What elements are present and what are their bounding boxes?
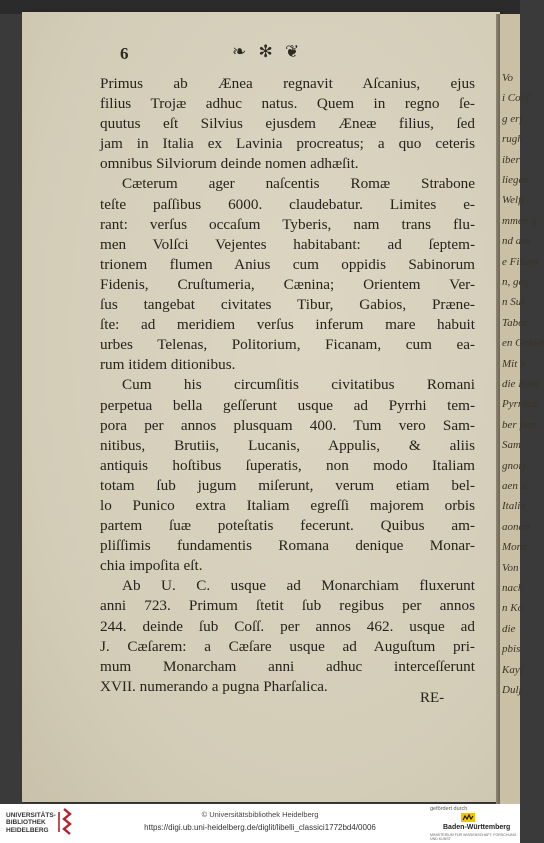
facing-page-fragment: liegen [502, 174, 529, 186]
institution-name-line: BIBLIOTHEK [6, 819, 46, 827]
facing-page-fragment: die [502, 622, 516, 635]
text-line: mum Monarcham anni adhuc interceſſerunt [100, 657, 475, 675]
text-line: rum itidem ditionibus. [100, 356, 236, 374]
facing-page-fragment: rugh [502, 133, 523, 146]
text-line: Primus ab Æneа regnavit Aſcanius, ejus [100, 75, 475, 92]
catchword: RE- [420, 690, 445, 706]
bw-lion-icon [461, 813, 475, 822]
facing-page-fragment: e Fibeni [502, 255, 539, 268]
facing-page-fragment: i Cobf [502, 92, 530, 105]
facing-page-fragment: Von [502, 561, 519, 574]
facing-page-fragment: aonan [502, 520, 530, 533]
text-line: Fidenis, Cruſtumeria, Cænina; Orientem Ver- [100, 275, 475, 293]
facing-page-fragment: Dulj [502, 684, 522, 696]
facing-page-fragment: Welfi [502, 194, 525, 207]
facing-page-fragment: Sam [502, 439, 521, 452]
facing-page [500, 14, 544, 804]
text-line: XVII. numerando a pugna Pharſalica. [100, 677, 328, 695]
text-line: trionem flumen Anius cum oppidis Sabinorum [100, 255, 475, 273]
text-line: J. Cæſarem: a Cæſare usque ad Auguſtum pri- [100, 637, 475, 655]
facing-page-fragment: Vo [502, 72, 513, 84]
text-line: pora per annos plusquam 400. Tum vero Sam- [100, 416, 475, 434]
text-line: rant: verſus occaſum Tyberis, nam trans flu- [100, 215, 475, 233]
facing-page-fragment: Mit b [502, 357, 526, 370]
source-url[interactable]: https://digi.ub.uni-heidelberg.de/diglit/libelli_classici1772bd4/0006 [144, 823, 376, 832]
facing-page-fragment: aen u [502, 480, 527, 492]
facing-page-fragment: Pyrrhus [502, 398, 538, 411]
facing-page-fragment: Kayf [502, 663, 523, 676]
text-line: pliſſimis fundamentis Romana denique Monar- [100, 537, 475, 555]
facing-page-fragment: Mona [502, 541, 528, 554]
text-line: urbes Telenas, Politorium, Ficanam, cum ea- [100, 336, 475, 354]
facing-page-fragment: die Röm [502, 378, 539, 390]
facing-page-fragment: g erf [502, 112, 523, 125]
text-line: lo Punico extra Italiam egreſſi majorem orbis [100, 496, 475, 514]
text-line: nitibus, Brutiis, Lucanis, Appulis, & aliis [100, 436, 475, 454]
facing-page-fragment: Tabor [502, 316, 528, 329]
text-line: teſte paſſibus 6000. claudebatur. Limites e- [100, 195, 475, 213]
page-number: 6 [120, 44, 129, 63]
funder-subtitle: MINISTERIUM FÜR WISSENSCHAFT, FORSCHUNG UND KUNST [430, 833, 517, 841]
facing-page-fragment: iber [502, 153, 520, 166]
text-line: ſus tangebat civitates Tibur, Gabios, Præne- [100, 296, 475, 314]
facing-page-fragment: nach [502, 582, 524, 594]
text-line: filius Trojæ adhuc natus. Quem in regno ſe- [100, 95, 475, 113]
institution-name-line: UNIVERSITÄTS- [6, 812, 56, 819]
facing-page-fragment: en Gebiet [502, 337, 544, 350]
text-line: Cum his circumſitis civitatibus Romani [122, 376, 475, 394]
text-line: jam in Italia ex Lavinia procreatus; a quo ceteris [100, 135, 475, 153]
facing-page-fragment: nd aus [502, 235, 532, 248]
institution-name-line: HEIDELBERG [6, 826, 49, 834]
text-line: chia impoſita eſt. [100, 557, 203, 575]
text-line: anni 723. Primum ſtetit ſub regibus per annos [100, 597, 475, 615]
facing-page-fragment: n Ko [502, 602, 524, 615]
facing-page-fragment: Italie [502, 500, 526, 513]
facing-page-fragment: ber fam [502, 418, 536, 431]
text-line: quutus eſt Silvius ejusdem Æneæ filius, ſed [100, 115, 475, 133]
text-line: men Volſci Vejentes habitabant: ad ſeptem- [100, 235, 475, 253]
text-line: Ab U. C. usque ad Monarchiam fluxerunt [122, 577, 475, 595]
facing-page-fragment: n, geg [502, 276, 529, 288]
text-line: ſte: ad meridiem verſus inferum mare habuit [100, 316, 475, 334]
body-text [100, 74, 475, 697]
text-line: Cæterum ager naſcentis Romæ Strabone [122, 175, 475, 193]
copyright-text: © Universitätsbibliothek Heidelberg [201, 810, 319, 819]
text-line: partem ſuæ poteſtatis fecerunt. Quibus am- [100, 517, 475, 535]
facing-page-fragment: gnorj [502, 459, 526, 472]
funded-by-label: gefördert durch [430, 806, 468, 812]
header-ornament: ❧ ✻ ❦ [232, 42, 304, 61]
facing-page-fragment: n Sul [502, 296, 525, 309]
text-line: 244. deinde ſub Coſſ. per annos 462. usque ad [100, 617, 475, 635]
text-line: totam ſub jugum miſerunt, verum etiam bel- [100, 476, 475, 494]
funder-name: Baden-Württemberg [443, 824, 511, 831]
text-line: antiquis hoſtibus ſuperatis, non modo Italiam [100, 456, 475, 474]
text-line: perpetua bella geſſerunt usque ad Pyrrhi tem- [100, 396, 475, 414]
facing-page-fragment: mmen g [502, 214, 537, 227]
facing-page-fragment: pbis [502, 643, 521, 656]
text-line: omnibus Silviorum deinde nomen adhæſit. [100, 155, 359, 173]
